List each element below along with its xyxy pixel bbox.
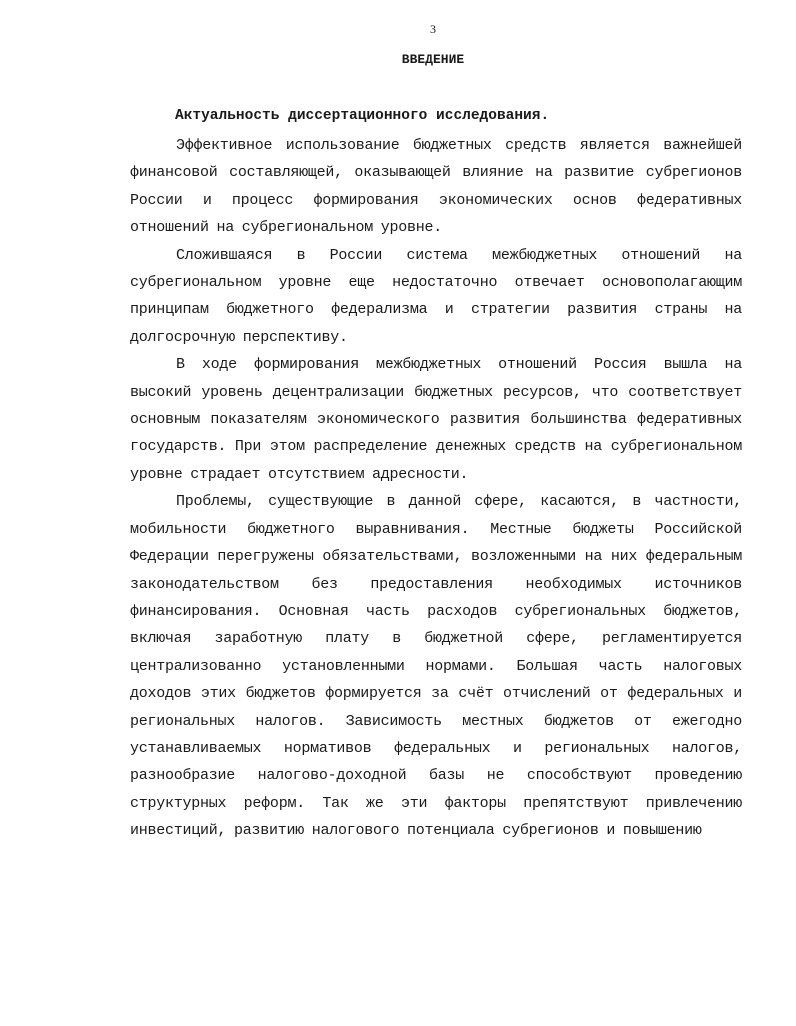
paragraph-4: Проблемы, существующие в данной сфере, касаются, в частности, мобильности бюджетного выравнивания. Местные бюджеты Российской Федерации перегружены обязательствами, возложенными на них федеральным законодательством без предоставления необходимых источников финансирования. Основная часть расходов субрегиональных бюджетов, включая заработную плату в бюджетной сфере, регламентируется централизованно установленными нормами. Большая часть налоговых доходов этих бюджетов формируется за счёт отчислений от федеральных и региональных налогов. Зависимость местных бюджетов от ежегодно устанавливаемых нормативов федеральных и региональных налогов, разнообразие налогово-доходной базы не способствуют проведению структурных реформ. Так же эти факторы препятствуют привлечению инвестиций, развитию налогового потенциала субрегионов и повышению (130, 493, 742, 840)
section-heading: ВВЕДЕНИЕ (401, 52, 465, 67)
paragraph-2: Сложившаяся в России система межбюджетных отношений на субрегиональном уровне еще недостаточно отвечает основополагающим принципам бюджетного федерализма и стратегии развития страны на долгосрочную перспективу. (130, 246, 742, 346)
body-text (130, 132, 742, 845)
section-subheading: Актуальность диссертационного исследования. (175, 108, 550, 124)
page-number: 3 (430, 22, 436, 36)
paragraph-3: В ходе формирования межбюджетных отношений Россия вышла на высокий уровень децентрализации бюджетных ресурсов, что соответствует основным показателям экономического развития большинства федеративных государств. При этом распределение денежных средств на субрегиональном уровне страдает отсутствием адресности. (130, 356, 742, 483)
paragraph-1: Эффективное использование бюджетных средств является важнейшей финансовой составляющей, оказывающей влияние на развитие субрегионов России и процесс формирования экономических основ федеративных отношений на субрегиональном уровне. (130, 137, 742, 237)
